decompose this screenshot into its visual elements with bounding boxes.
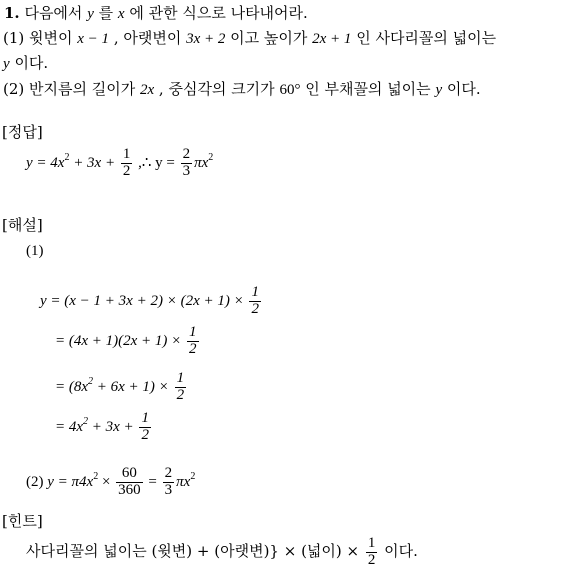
line3-sup: 2 xyxy=(88,376,94,387)
line4-a: = 4x xyxy=(55,419,84,435)
q2-radius: 2x xyxy=(139,82,155,98)
frac-num: 1 xyxy=(176,370,185,387)
var-x: x xyxy=(117,6,125,22)
line3-b: + 6x + 1) × xyxy=(93,379,173,395)
explanation-header: [해설] xyxy=(2,216,43,234)
q2-angle: 60° xyxy=(279,82,301,98)
answer-sep: ,∴ y = xyxy=(134,155,179,171)
explanation-part1-label: (1) xyxy=(26,243,44,259)
hint-tail: 이다. xyxy=(379,542,418,560)
part2-sup: 2 xyxy=(93,471,99,482)
hint-header: [힌트] xyxy=(2,512,43,530)
frac-den: 2 xyxy=(122,163,131,180)
line1-half xyxy=(249,285,261,318)
question-1-line2 xyxy=(3,56,48,72)
q1-height: 2x + 1 xyxy=(312,31,352,47)
explanation-line3 xyxy=(55,364,188,405)
instruction-a: 다음에서 xyxy=(24,4,88,22)
q1-bottom: 3x + 2 xyxy=(186,31,226,47)
frac-den: 360 xyxy=(118,482,141,499)
answer-header: [정답] xyxy=(2,123,43,141)
instruction-b: 를 xyxy=(93,4,118,22)
frac-den: 2 xyxy=(367,551,376,568)
frac-num: 2 xyxy=(182,146,191,163)
answer-two-thirds xyxy=(181,147,193,180)
frac-num: 1 xyxy=(251,284,259,301)
part2-d: πx xyxy=(176,474,191,490)
line2-half xyxy=(187,325,199,358)
part2-c: = xyxy=(144,474,161,490)
question-1 xyxy=(3,31,496,47)
problem-statement xyxy=(4,6,308,22)
q2-tail-a: 인 부채꼴의 넓이는 xyxy=(300,80,436,98)
explanation-line1 xyxy=(40,283,263,319)
part2-result xyxy=(163,466,175,499)
answer-a1-sup: 2 xyxy=(64,152,70,163)
q1-top: x − 1 xyxy=(77,31,110,47)
explanation-line2 xyxy=(55,323,201,359)
part2-label: (2) xyxy=(26,474,44,490)
line3-a: = (8x xyxy=(55,379,89,395)
answer-line xyxy=(26,140,213,181)
q2-var: y xyxy=(435,82,443,98)
part2-ratio xyxy=(116,466,143,499)
instruction-c: 에 관한 식으로 나타내어라. xyxy=(124,4,308,22)
part2-sup2: 2 xyxy=(190,471,196,482)
q1-line2-tail: 이다. xyxy=(9,54,49,72)
hint-half xyxy=(366,536,378,569)
answer-half xyxy=(121,147,133,180)
hint-line xyxy=(26,533,418,569)
frac-den: 2 xyxy=(141,427,149,444)
explanation-part2 xyxy=(26,459,195,500)
var-y: y xyxy=(87,6,94,22)
answer-a1-rest: + 3x + xyxy=(69,155,119,171)
answer-a1: y = 4x xyxy=(26,155,65,171)
answer-a2-sup: 2 xyxy=(208,152,214,163)
line1-text: y = (x − 1 + 3x + 2) × (2x + 1) × xyxy=(40,293,248,309)
line4-half xyxy=(139,411,151,444)
frac-num: 1 xyxy=(189,324,197,341)
line3-half xyxy=(175,371,187,404)
frac-num: 1 xyxy=(122,146,131,163)
question-2 xyxy=(3,82,481,98)
line2-text: = (4x + 1)(2x + 1) × xyxy=(55,333,186,349)
answer-a2-rest: πx xyxy=(194,155,209,171)
frac-num: 60 xyxy=(116,466,143,483)
frac-num: 1 xyxy=(367,534,376,551)
q2-label: (2) 반지름의 길이가 xyxy=(3,80,140,98)
frac-den: 3 xyxy=(164,482,173,499)
frac-den: 2 xyxy=(251,301,259,318)
part2-b: × xyxy=(98,474,115,490)
q2-mid: , 중심각의 크기가 xyxy=(154,80,280,98)
q1-mid2: 이고 높이가 xyxy=(225,29,313,47)
part2-a: y = π4x xyxy=(43,474,94,490)
q1-tail: 인 사다리꼴의 넓이는 xyxy=(351,29,497,47)
line4-b: + 3x + xyxy=(88,419,138,435)
problem-number: 1. xyxy=(4,4,20,22)
line4-sup: 2 xyxy=(83,416,89,427)
frac-num: 2 xyxy=(164,465,173,482)
frac-den: 2 xyxy=(176,387,185,404)
q1-label: (1) 윗변이 xyxy=(3,29,78,47)
frac-den: 2 xyxy=(189,341,197,358)
q1-line2-var: y xyxy=(3,56,10,72)
frac-num: 1 xyxy=(141,410,149,427)
q2-tail-b: 이다. xyxy=(442,80,481,98)
q1-mid: , 아랫변이 xyxy=(109,29,187,47)
explanation-line4 xyxy=(55,404,153,445)
frac-den: 3 xyxy=(182,163,191,180)
hint-text: 사다리꼴의 넓이는 (윗변) + (아랫변)} × (넓이) × xyxy=(26,542,364,560)
